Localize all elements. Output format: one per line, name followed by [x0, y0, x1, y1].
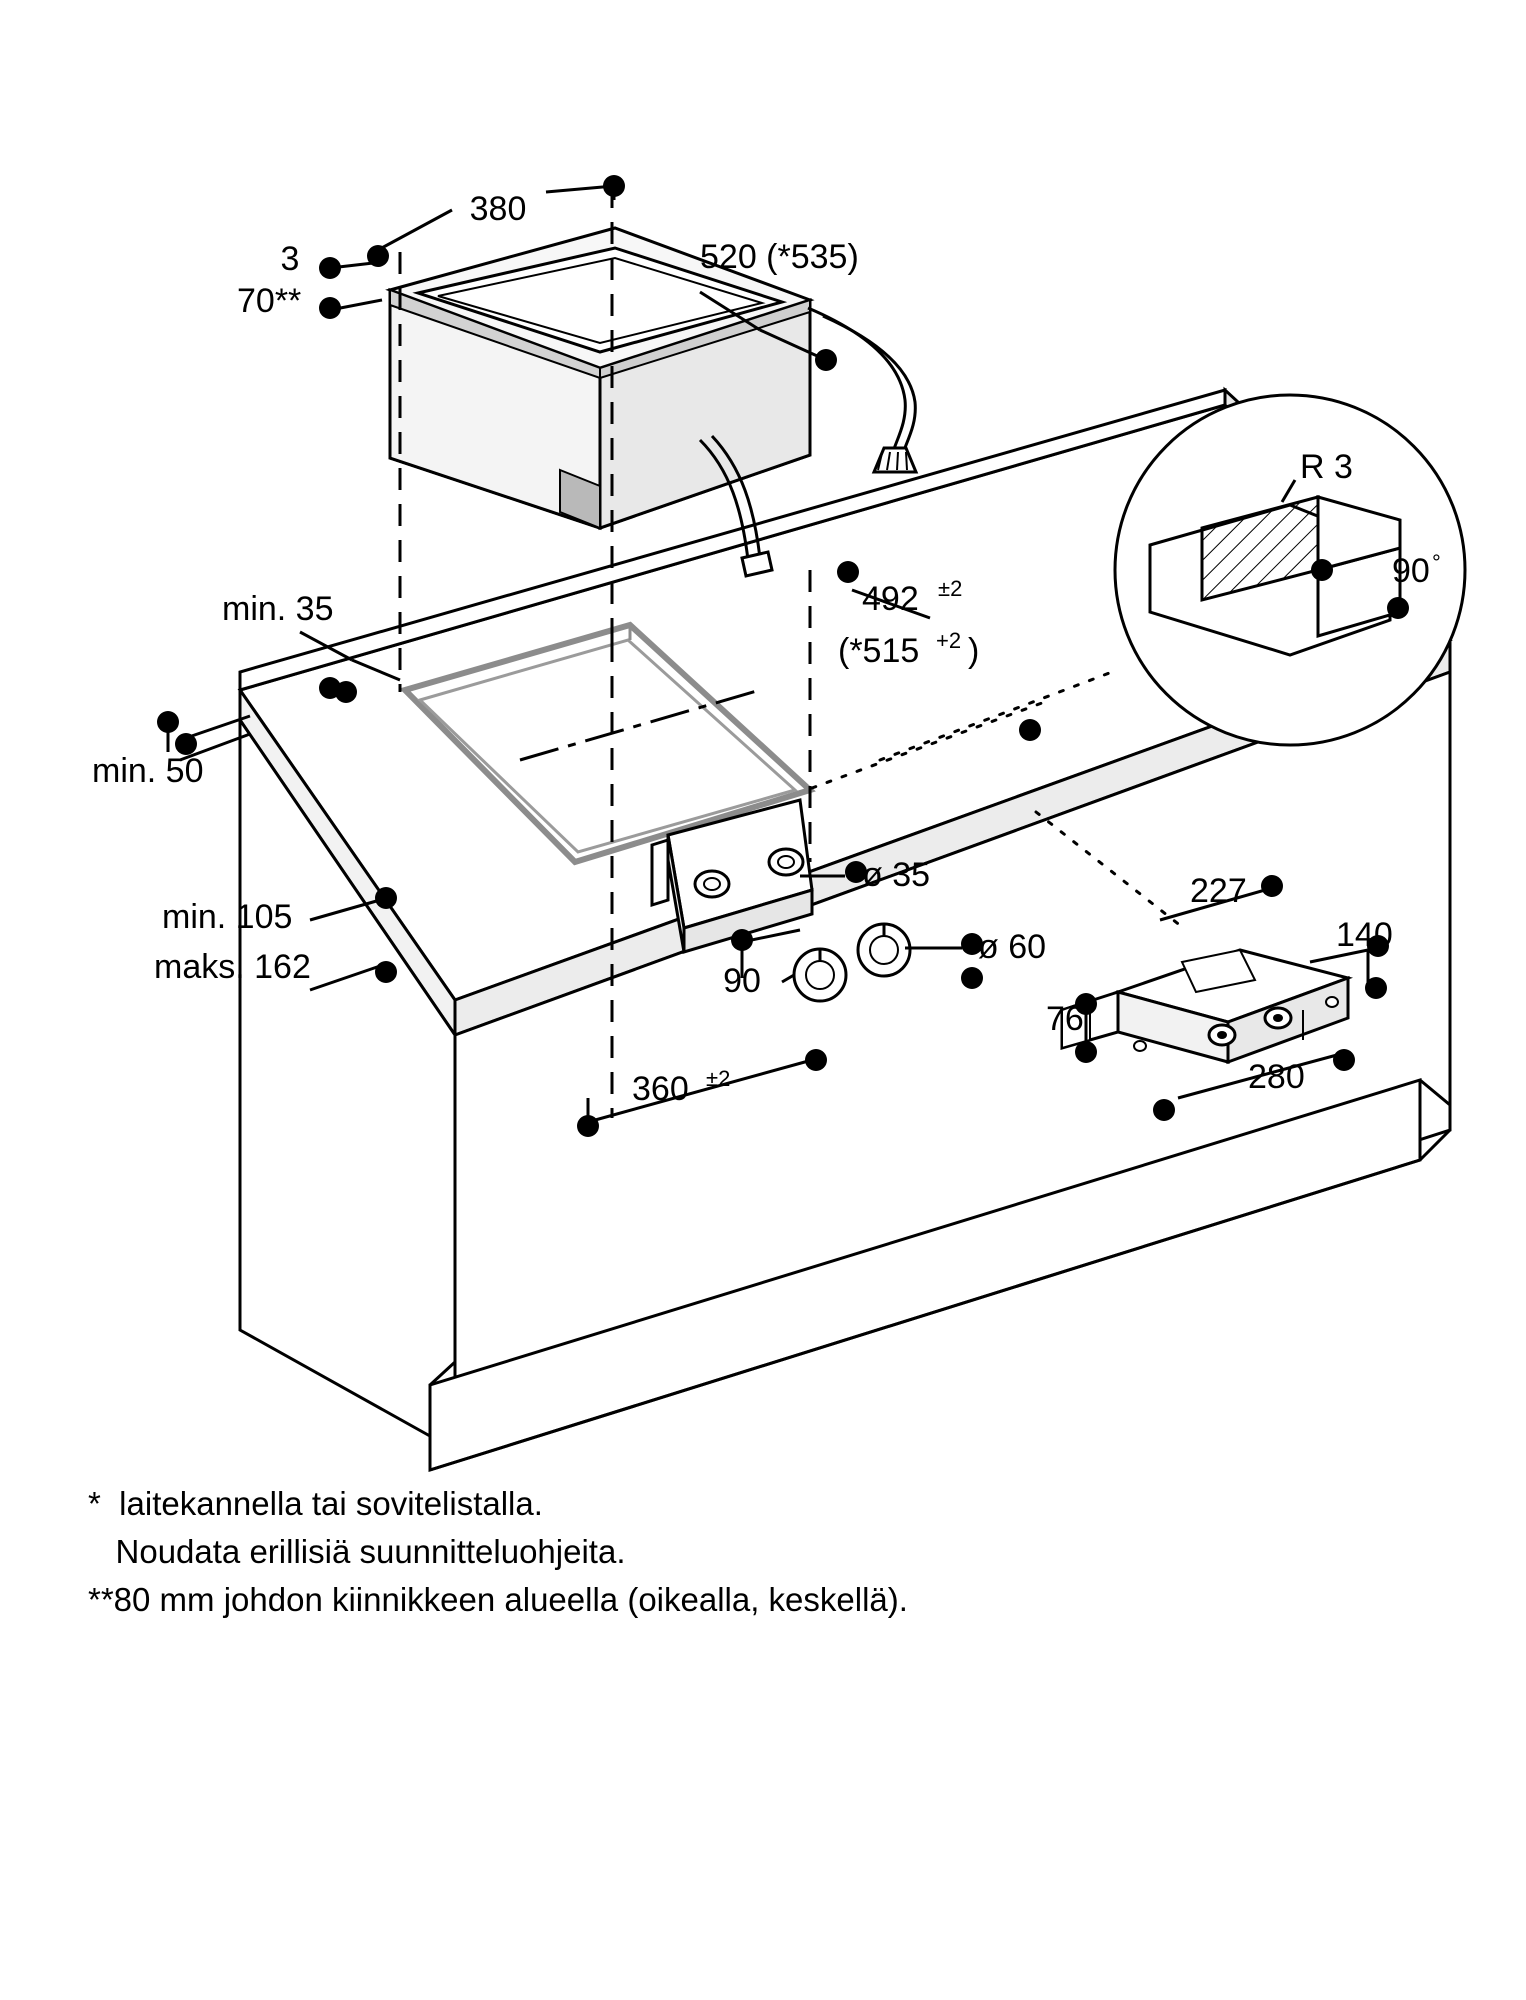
footnote-line-3: **80 mm johdon kiinnikkeen alueella (oikealla, keskellä).: [88, 1581, 908, 1618]
dim-r3: R 3: [1300, 448, 1353, 486]
dim-min105: min. 105: [162, 898, 293, 936]
dim-227: 227: [1190, 872, 1247, 910]
dim-70: 70**: [237, 282, 302, 320]
valve-stem-left: [695, 871, 729, 897]
dim-3: 3: [280, 240, 300, 278]
dim-maks162: maks. 162: [154, 948, 311, 986]
dim-360-tolerance: ±2: [706, 1066, 731, 1091]
dim-492-tolerance: ±2: [938, 576, 963, 601]
dim-dia35: ø 35: [862, 856, 931, 894]
dim-515-tolerance: +2: [936, 628, 962, 653]
dim-min50: min. 50: [92, 752, 204, 790]
dim-dia60: ø 60: [978, 928, 1047, 966]
dim-90: 90: [723, 962, 761, 1000]
dim-492: 492: [862, 580, 919, 618]
dim-90-degrees: 90: [1392, 552, 1430, 590]
dim-140: 140: [1336, 916, 1393, 954]
dim-360: 360: [632, 1070, 689, 1108]
valve-stem-right: [769, 849, 803, 875]
footnote-line-1: * laitekannella tai sovitelistalla.: [88, 1485, 543, 1522]
dim-380: 380: [469, 190, 527, 228]
dim-280: 280: [1248, 1058, 1305, 1096]
control-knob-right: [858, 924, 910, 976]
degree-symbol: °: [1432, 550, 1441, 575]
footnote-line-2: Noudata erillisiä suunnitteluohjeita.: [88, 1533, 626, 1570]
footnotes-block: [88, 1480, 1388, 1624]
dim-76: 76: [1046, 1000, 1084, 1038]
dim-520: 520 (*535): [700, 238, 859, 276]
dim-515: (*515: [838, 632, 920, 670]
dim-515-close: ): [968, 632, 980, 670]
dim-min35: min. 35: [222, 590, 334, 628]
